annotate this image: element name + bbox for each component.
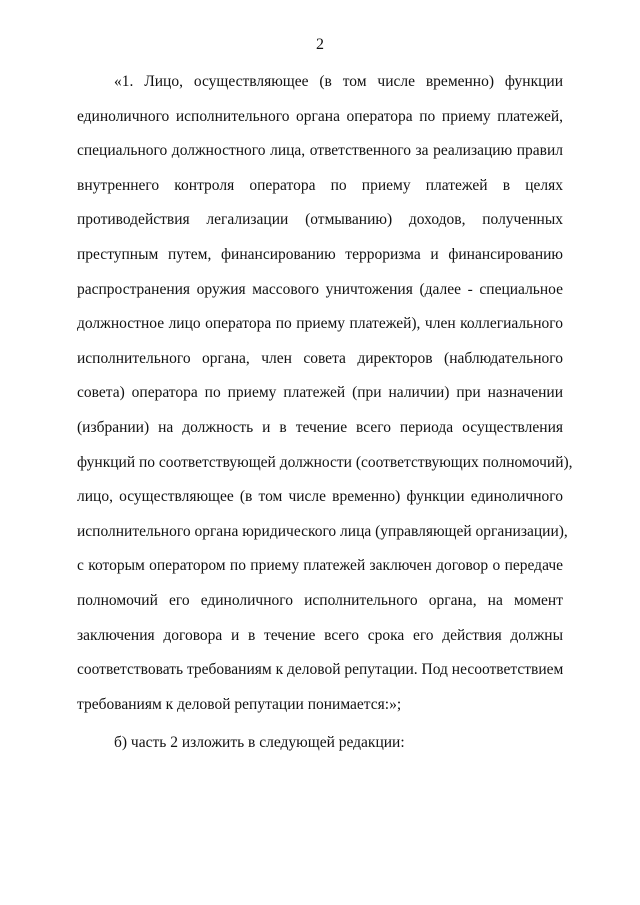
paragraph-line: единоличного исполнительного органа оператора по приему платежей,	[77, 107, 563, 125]
paragraph-line: заключения договора и в течение всего срока его действия должны	[77, 626, 563, 644]
paragraph-line: исполнительного органа, член совета директоров (наблюдательного	[77, 349, 563, 367]
paragraph-line: преступным путем, финансированию терроризма и финансированию	[77, 245, 563, 263]
paragraph-line: противодействия легализации (отмыванию) доходов, полученных	[77, 211, 563, 229]
paragraph-line: лицо, осуществляющее (в том числе временно) функции единоличного	[77, 488, 563, 506]
paragraph-line: соответствовать требованиям к деловой репутации. Под несоответствием	[77, 661, 564, 679]
paragraph-line: (избрании) на должность и в течение всего периода осуществления	[77, 418, 563, 436]
paragraph-line: функций по соответствующей должности (соответствующих полномочий),	[77, 453, 573, 471]
paragraph-line: специального должностного лица, ответственного за реализацию правил	[77, 142, 563, 160]
page-number: 2	[316, 36, 324, 53]
paragraph-2: б) часть 2 изложить в следующей редакции:	[114, 734, 405, 751]
paragraph-line: полномочий его единоличного исполнительного органа, на момент	[77, 591, 563, 609]
paragraph-line: с которым оператором по приему платежей заключен договор о передаче	[77, 557, 563, 575]
paragraph-1	[77, 72, 573, 729]
paragraph-line: должностное лицо оператора по приему платежей), член коллегиального	[77, 315, 563, 333]
paragraph-line: распространения оружия массового уничтожения (далее - специальное	[77, 280, 563, 298]
paragraph-line: «1. Лицо, осуществляющее (в том числе временно) функции	[114, 73, 563, 90]
paragraph-line: исполнительного органа юридического лица (управляющей организации),	[77, 522, 568, 540]
paragraph-line: требованиям к деловой репутации понимается:»;	[77, 695, 402, 713]
paragraph-line: совета) оператора по приему платежей (при наличии) при назначении	[77, 384, 563, 402]
paragraph-line: внутреннего контроля оператора по приему платежей в целях	[77, 176, 563, 194]
